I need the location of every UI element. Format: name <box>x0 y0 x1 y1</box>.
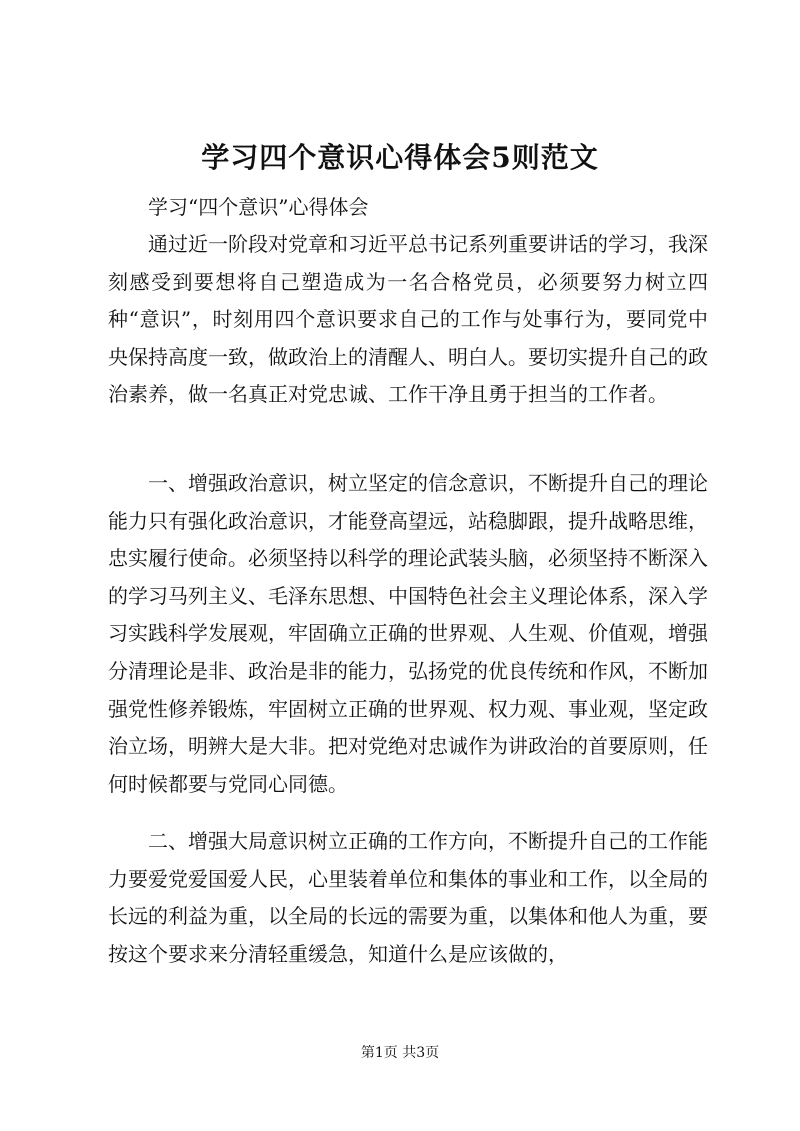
body-paragraph: 二、增强大局意识树立正确的工作方向，不断提升自己的工作能力要爱党爱国爱人民，心里装着单位和集体的事业和工作，以全局的长远的利益为重，以全局的长远的需要为重，以集体和他人为重，要按这个要求来分清轻重缓急，知道什么是应该做的， <box>108 829 708 966</box>
document-subtitle: 学习“四个意识”心得体会 <box>148 195 369 219</box>
paragraph-1-block <box>108 226 708 414</box>
paragraph-2-block <box>108 465 708 803</box>
body-paragraph: 一、增强政治意识，树立坚定的信念意识，不断提升自己的理论能力只有强化政治意识，才能登高望远，站稳脚跟，提升战略思维，忠实履行使命。必须坚持以科学的理论武装头脑，必须坚持不断深入的学习马列主义、毛泽东思想、中国特色社会主义理论体系，深入学习实践科学发展观，牢固确立正确的世界观、人生观、价值观，增强分清理论是非、政治是非的能力，弘扬党的优良传统和作风，不断加强党性修养锻炼，牢固树立正确的世界观、权力观、事业观，坚定政治立场，明辨大是大非。把对党绝对忠诚作为讲政治的首要原则，任何时候都要与党同心同德。 <box>108 471 708 796</box>
body-paragraph: 通过近一阶段对党章和习近平总书记系列重要讲话的学习，我深刻感受到要想将自己塑造成为一名合格党员，必须要努力树立四种“意识”，时刻用四个意识要求自己的工作与处事行为，要同党中央保持高度一致，做政治上的清醒人、明白人。要切实提升自己的政治素养，做一名真正对党忠诚、工作干净且勇于担当的工作者。 <box>108 232 708 407</box>
page-number-footer: 第1页 共3页 <box>360 1045 440 1061</box>
paragraph-3-block <box>108 823 708 973</box>
document-title: 学习四个意识心得体会5则范文 <box>201 141 599 174</box>
